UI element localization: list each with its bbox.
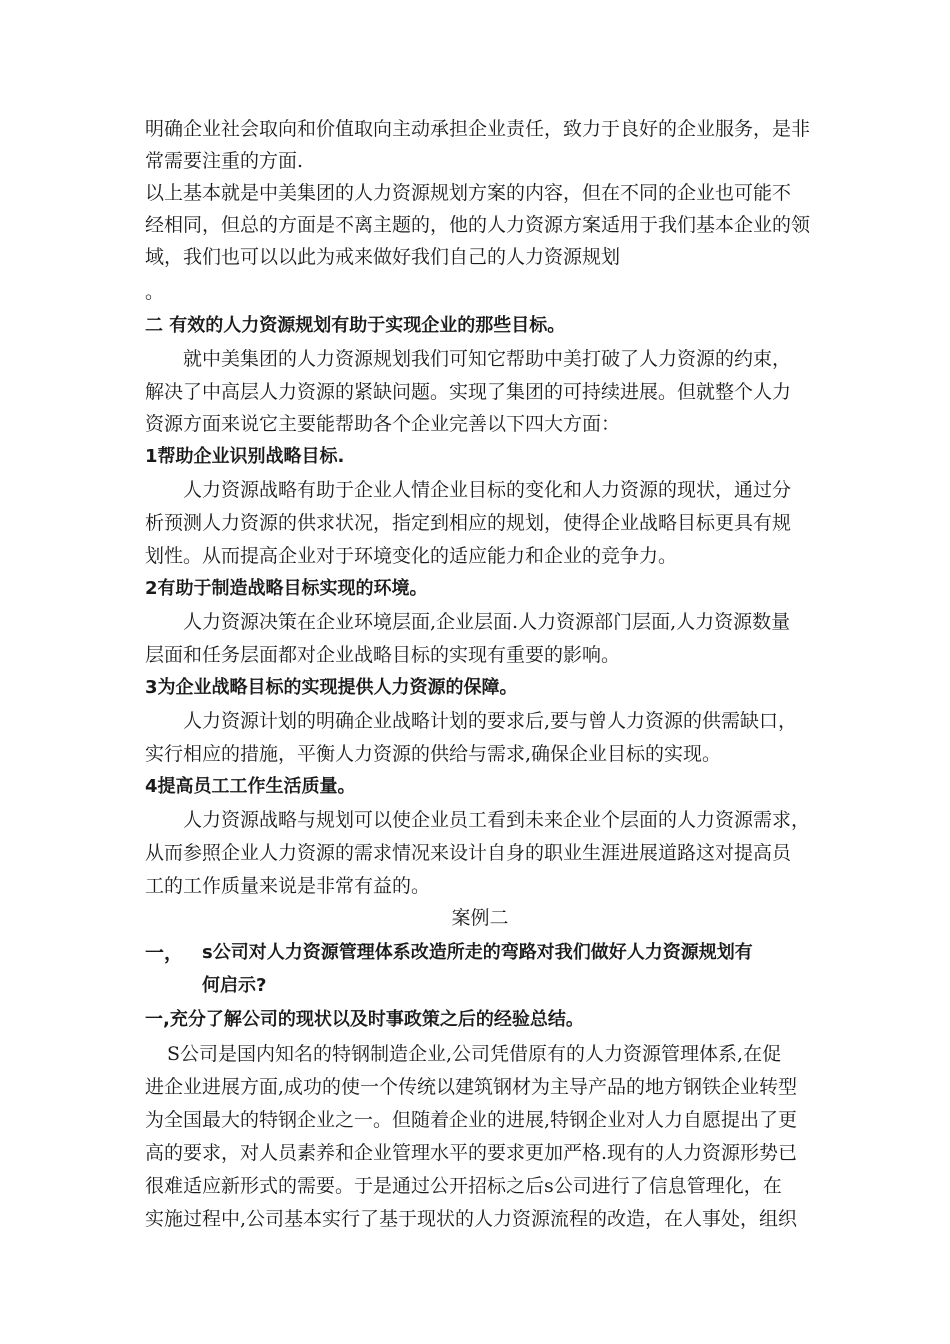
paragraph-line: 实行相应的措施，平衡人力资源的供给与需求,确保企业目标的实现。 [145,743,722,765]
paragraph-line: 很难适应新形式的需要。于是通过公开招标之后s公司进行了信息管理化，在 [145,1175,782,1197]
question-text: 何启示? [202,975,267,996]
paragraph-line: 解决了中高层人力资源的紧缺问题。实现了集团的可持续进展。但就整个人力 [145,381,792,403]
paragraph-line: 常需要注重的方面. [145,150,304,172]
paragraph-line: S公司是国内知名的特钢制造企业,公司凭借原有的人力资源管理体系,在促 [167,1043,782,1065]
paragraph-line: 高的要求，对人员素养和企业管理水平的要求更加严格.现有的人力资源形势已 [145,1142,798,1164]
paragraph-line: 析预测人力资源的供求状况，指定到相应的规划，使得企业战略目标更具有规 [145,512,792,534]
subsection-heading: 3为企业战略目标的实现提供人力资源的保障。 [145,677,518,698]
subsection-heading: 1帮助企业识别战略目标. [145,446,345,467]
paragraph-line: 层面和任务层面都对企业战略目标的实现有重要的影响。 [145,644,621,666]
subsection-heading: 一,充分了解公司的现状以及时事政策之后的经验总结。 [145,1009,584,1030]
paragraph-line: 。 [145,281,165,303]
paragraph-line: 为全国最大的特钢企业之一。但随着企业的进展,特钢企业对人力自愿提出了更 [145,1109,798,1131]
subsection-heading: 2有助于制造战略目标实现的环境。 [145,578,428,599]
case-title: 案例二 [451,907,509,929]
paragraph-line: 明确企业社会取向和价值取向主动承担企业责任，致力于良好的企业服务，是非 [145,118,811,140]
paragraph-line: 以上基本就是中美集团的人力资源规划方案的内容，但在不同的企业也可能不 [145,182,792,204]
paragraph-line: 人力资源计划的明确企业战略计划的要求后,要与曾人力资源的供需缺口， [183,710,798,732]
section-heading: 二 有效的人力资源规划有助于实现企业的那些目标。 [145,315,566,336]
question-number: 一， [145,942,184,964]
paragraph-line: 从而参照企业人力资源的需求情况来设计自身的职业生涯进展道路这对提高员 [145,842,792,864]
paragraph-line: 人力资源战略与规划可以使企业员工看到未来企业个层面的人力资源需求， [183,809,811,831]
paragraph-line: 就中美集团的人力资源规划我们可知它帮助中美打破了人力资源的约束， [183,348,792,370]
paragraph-line: 实施过程中,公司基本实行了基于现状的人力资源流程的改造，在人事处，组织 [145,1208,798,1230]
subsection-heading: 4提高员工工作生活质量。 [145,776,356,797]
paragraph-line: 人力资源决策在企业环境层面,企业层面.人力资源部门层面,人力资源数量 [183,611,791,633]
paragraph-line: 经相同，但总的方面是不离主题的，他的人力资源方案适用于我们基本企业的领 [145,214,811,236]
paragraph-line: 划性。从而提高企业对于环境变化的适应能力和企业的竞争力。 [145,545,678,567]
paragraph-line: 域，我们也可以以此为戒来做好我们自己的人力资源规划 [145,246,621,268]
question-text: s公司对人力资源管理体系改造所走的弯路对我们做好人力资源规划有 [202,942,753,963]
paragraph-line: 进企业进展方面,成功的使一个传统以建筑钢材为主导产品的地方钢铁企业转型 [145,1076,798,1098]
paragraph-line: 资源方面来说它主要能帮助各个企业完善以下四大方面： [145,413,621,435]
paragraph-line: 人力资源战略有助于企业人情企业目标的变化和人力资源的现状，通过分 [183,479,792,501]
paragraph-line: 工的工作质量来说是非常有益的。 [145,875,431,897]
